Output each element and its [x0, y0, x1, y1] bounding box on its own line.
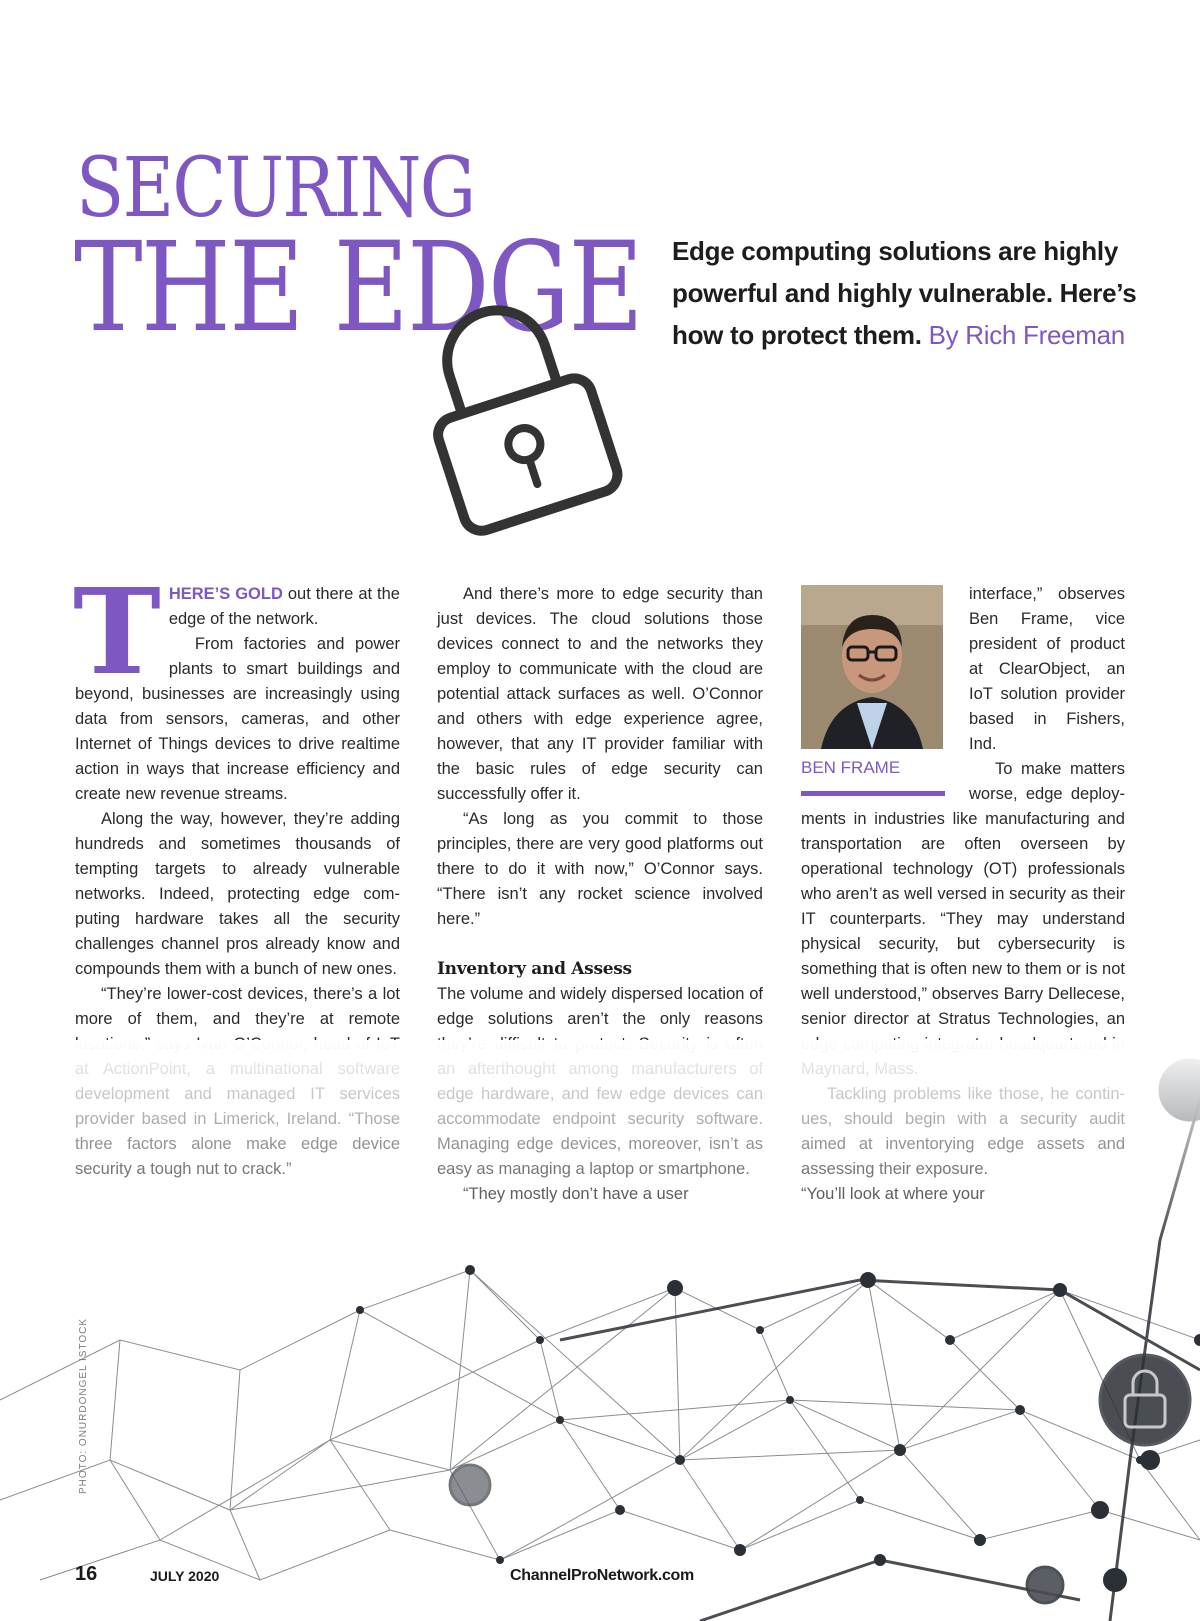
network-mesh-illustration	[0, 1040, 1200, 1621]
photo-credit: PHOTO: ONURDONGEL ISTOCK	[78, 1317, 89, 1494]
issue-date: JULY 2020	[150, 1568, 220, 1584]
caption-rule	[801, 791, 945, 796]
paragraph: “As long as you commit to those principles, there are very good platforms out there to do it with now,” O’Connor says. “There isn’t any rocket science involved here.”	[437, 810, 763, 928]
photo-caption: BEN FRAME	[801, 758, 901, 777]
paragraph: From factories and power plants to smart buildings and beyond, businesses are increasingly using data from sensors, cameras, and other Internet of Things devices to drive realtime action in ways that increase efficiency and create new revenue streams.	[75, 635, 400, 803]
paragraph: To make matters worse, edge deployments in industries like manufacturing and transportation are often overseen by operational technology (OT) professionals who aren’t as well versed in security as their IT counterparts. “They may understand physical security, but cybersecurity is something that is often new to them or is not well understood,” observes Barry Dellecese, senior director at Stratus Technologies, an	[801, 760, 1125, 1028]
headline-line-1: SECURING	[76, 141, 475, 236]
headline-line-2: THE EDGE	[74, 216, 642, 360]
page-number: 16	[75, 1563, 98, 1585]
lead-in-rest: out there at the edge of the network.	[168, 585, 400, 628]
dek-text: Edge computing solutions are highly powerful and highly vulnerable. Here’s how to protect them.	[672, 236, 1137, 350]
site-url: ChannelProNetwork.com	[510, 1567, 694, 1584]
lead-in: HERE’S GOLD	[168, 585, 283, 603]
subhead: Inventory and Assess	[437, 959, 632, 979]
byline: By Rich Freeman	[928, 320, 1125, 350]
paragraph: “They’re lower-cost devices, there’s a lot more of them, and they’re at remote	[75, 985, 400, 1028]
paragraph: interface,” observes Ben Frame, vice president of product at ClearObject, an IoT solution provider based in Fishers, Ind.	[969, 585, 1125, 753]
paragraph: And there’s more to edge security than just devices. The cloud solutions those devices connect to and the networks they employ to communicate with the cloud are potential attack surfaces as well. O’Connor and others with edge experience agree, however, that any IT provider familiar with the basic rules of edge security can successfully offer it.	[437, 585, 763, 803]
paragraph: Along the way, however, they’re adding hundreds and sometimes thousands of tempting targets to already vulnerable networks. Indeed, protecting edge computing hardware takes all the security challenges channel pros already know and compounds them with a bunch of new ones.	[75, 810, 400, 978]
headshot-figure	[801, 585, 945, 796]
article-dek	[672, 230, 1142, 356]
dropcap: T	[73, 562, 161, 701]
padlock-icon	[420, 296, 630, 546]
headshot-photo	[801, 585, 943, 749]
paragraph: The volume and widely dispersed location of edge solutions aren’t the only reasons	[437, 985, 763, 1028]
